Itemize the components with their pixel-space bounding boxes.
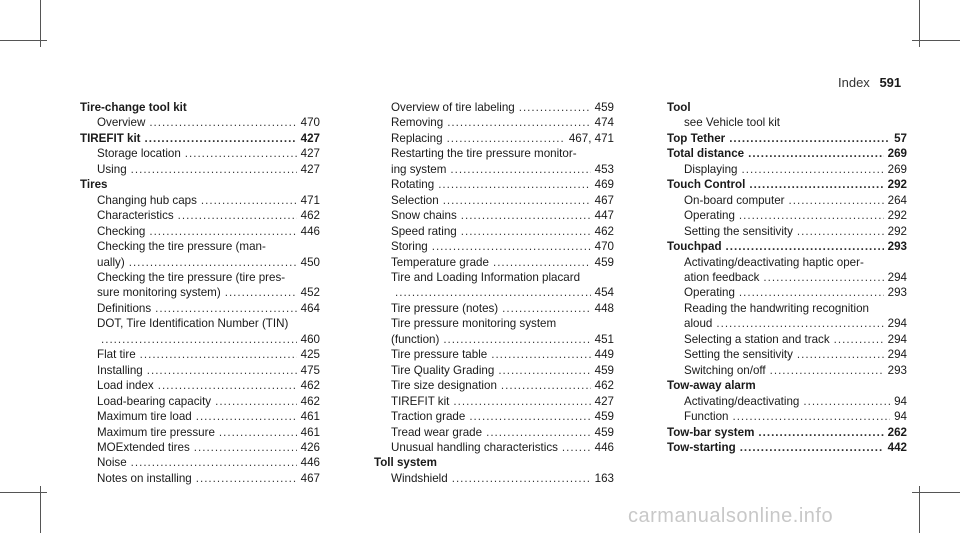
index-subentry: [80, 363, 320, 378]
entry-text: Tire-change tool kit: [80, 101, 187, 114]
dot-leader: [763, 270, 883, 285]
index-subentry: [80, 347, 320, 362]
index-subentry: [667, 270, 907, 285]
index-subentry: [80, 193, 320, 208]
page-reference[interactable]: 293: [887, 363, 907, 377]
page-reference[interactable]: 446: [300, 224, 320, 238]
index-subentry: [80, 471, 320, 486]
index-heading: [667, 440, 907, 455]
watermark: carmanualsonline.info: [628, 505, 834, 527]
crop-mark: [0, 40, 47, 41]
index-subentry: [374, 239, 614, 254]
index-column-3: [667, 100, 907, 455]
index-heading: [667, 378, 907, 393]
page-reference[interactable]: 450: [300, 255, 320, 269]
index-subentry: [667, 316, 907, 331]
dot-leader: [443, 332, 590, 347]
page-reference[interactable]: 293: [887, 240, 907, 254]
index-subentry: [374, 301, 614, 316]
page-reference[interactable]: 464: [300, 301, 320, 315]
index-subentry: [374, 131, 614, 146]
page-reference[interactable]: 294: [887, 317, 907, 331]
index-heading: [80, 177, 320, 192]
entry-text: Storing: [391, 240, 428, 254]
entry-text: Tire Quality Grading: [391, 363, 495, 377]
page-reference[interactable]: 452: [300, 286, 320, 300]
entry-text: Tire pressure table: [391, 348, 488, 362]
entry-text: Operating: [684, 286, 735, 300]
page-reference[interactable]: 469: [594, 178, 614, 192]
index-subentry: [667, 394, 907, 409]
entry-text: Setting the sensitivity: [684, 224, 793, 238]
index-subentry: [374, 115, 614, 130]
dot-leader: [145, 131, 297, 146]
index-heading: [667, 100, 907, 115]
entry-text: Unusual handling characteristics: [391, 440, 558, 454]
dot-leader: [729, 131, 890, 146]
entry-text: Maximum tire load: [97, 410, 192, 424]
page-reference[interactable]: 94: [894, 410, 907, 424]
index-subentry: [80, 239, 320, 254]
dot-leader: [395, 285, 591, 300]
index-column-1: [80, 100, 320, 486]
index-subentry: [80, 378, 320, 393]
index-subentry: [374, 347, 614, 362]
page-reference[interactable]: 451: [594, 332, 614, 346]
index-subentry: [80, 285, 320, 300]
crop-mark: [40, 486, 41, 533]
page-reference[interactable]: 449: [594, 348, 614, 362]
page-reference[interactable]: 459: [594, 101, 614, 114]
index-subentry: [80, 270, 320, 285]
index-subentry: [374, 440, 614, 455]
index-subentry: [667, 332, 907, 347]
entry-text: Tread wear grade: [391, 425, 483, 439]
entry-text: Checking the tire pressure (man-: [97, 240, 266, 254]
dot-leader: [770, 363, 884, 378]
dot-leader: [131, 455, 297, 470]
page-reference[interactable]: 292: [887, 209, 907, 223]
page-reference[interactable]: 442: [887, 440, 907, 454]
dot-leader: [225, 285, 297, 300]
entry-text: Function: [684, 410, 729, 424]
dot-leader: [716, 316, 883, 331]
page-reference[interactable]: 471: [300, 193, 320, 207]
index-subentry: [374, 285, 614, 300]
index-heading: [80, 100, 320, 115]
dot-leader: [219, 425, 297, 440]
index-column-2: [374, 100, 614, 486]
dot-leader: [740, 440, 884, 455]
dot-leader: [452, 471, 591, 486]
entry-text: Tow-starting: [667, 440, 736, 454]
crop-mark: [912, 40, 960, 41]
page-reference[interactable]: 264: [887, 193, 907, 207]
page-reference[interactable]: 269: [887, 162, 907, 176]
dot-leader: [438, 177, 590, 192]
index-subentry: [667, 224, 907, 239]
page-reference[interactable]: 453: [594, 162, 614, 176]
index-subentry: [80, 255, 320, 270]
index-heading: [667, 177, 907, 192]
entry-text: Touchpad: [667, 240, 722, 254]
page-reference[interactable]: 427: [594, 394, 614, 408]
page-reference[interactable]: 462: [300, 394, 320, 408]
entry-text: sure monitoring system): [97, 286, 221, 300]
page-reference[interactable]: 294: [887, 332, 907, 346]
dot-leader: [502, 301, 590, 316]
entry-text: ually): [97, 255, 125, 269]
dot-leader: [447, 115, 590, 130]
entry-text: Displaying: [684, 162, 738, 176]
entry-text: Activating/deactivating haptic oper-: [684, 255, 864, 269]
entry-text: Noise: [97, 456, 127, 470]
index-subentry: [80, 316, 320, 331]
entry-text: Definitions: [97, 301, 152, 315]
entry-text: Setting the sensitivity: [684, 348, 793, 362]
dot-leader: [739, 208, 884, 223]
page-reference[interactable]: 462: [300, 379, 320, 393]
index-subentry: [374, 224, 614, 239]
index-heading: [667, 146, 907, 161]
index-subentry: [374, 146, 614, 161]
dot-leader: [834, 332, 884, 347]
dot-leader: [501, 378, 591, 393]
entry-text: Flat tire: [97, 348, 136, 362]
dot-leader: [486, 425, 591, 440]
dot-leader: [149, 115, 296, 130]
index-subentry: [667, 162, 907, 177]
entry-text: Traction grade: [391, 410, 466, 424]
entry-text: Checking the tire pressure (tire pres-: [97, 270, 286, 284]
page-reference[interactable]: 459: [594, 363, 614, 377]
page-reference[interactable]: 427: [300, 162, 320, 176]
index-subentry: [80, 440, 320, 455]
entry-text: Tire pressure monitoring system: [391, 317, 557, 331]
entry-text: ing system: [391, 162, 447, 176]
page-reference[interactable]: 467, 471: [568, 131, 614, 145]
index-subentry: [667, 363, 907, 378]
entry-text: Touch Control: [667, 178, 746, 192]
entry-text: Tow-away alarm: [667, 379, 756, 393]
dot-leader: [196, 409, 297, 424]
dot-leader: [155, 301, 297, 316]
entry-text: Overview of tire labeling: [391, 101, 515, 114]
crop-mark: [919, 486, 920, 533]
entry-text: Temperature grade: [391, 255, 489, 269]
index-subentry: [80, 455, 320, 470]
index-heading: [80, 131, 320, 146]
index-subentry: [374, 471, 614, 486]
entry-text: Reading the handwriting recognition: [684, 301, 869, 315]
page-reference[interactable]: 462: [594, 379, 614, 393]
dot-leader: [498, 363, 590, 378]
section-title: Index: [838, 75, 870, 90]
index-heading: [667, 239, 907, 254]
entry-text: Notes on installing: [97, 471, 192, 485]
page-reference[interactable]: 461: [300, 410, 320, 424]
crop-mark: [912, 492, 960, 493]
dot-leader: [789, 193, 884, 208]
page-reference[interactable]: 461: [300, 425, 320, 439]
dot-leader: [562, 440, 591, 455]
index-subentry: [667, 208, 907, 223]
entry-text: Characteristics: [97, 209, 174, 223]
index-subentry: [374, 193, 614, 208]
index-subentry: [374, 332, 614, 347]
dot-leader: [140, 347, 297, 362]
page-reference[interactable]: 447: [594, 209, 614, 223]
page-reference[interactable]: 467: [594, 193, 614, 207]
entry-text: Activating/deactivating: [684, 394, 800, 408]
page-reference[interactable]: 294: [887, 348, 907, 362]
index-subentry: [667, 285, 907, 300]
index-subentry: [374, 425, 614, 440]
page-reference[interactable]: 462: [300, 209, 320, 223]
dot-leader: [447, 131, 565, 146]
entry-text: TIREFIT kit: [391, 394, 450, 408]
entry-text: Load index: [97, 379, 154, 393]
dot-leader: [158, 378, 297, 393]
entry-text: Toll system: [374, 456, 437, 470]
page-header: [838, 75, 921, 90]
dot-leader: [129, 255, 297, 270]
index-subentry: [80, 301, 320, 316]
entry-text: Tool: [667, 101, 691, 114]
index-subentry: [80, 425, 320, 440]
entry-text: TIREFIT kit: [80, 131, 141, 145]
page-reference[interactable]: 459: [594, 425, 614, 439]
entry-text: (function): [391, 332, 440, 346]
index-subentry: [374, 363, 614, 378]
entry-text: Selection: [391, 193, 439, 207]
index-subentry: [374, 394, 614, 409]
page-reference[interactable]: 57: [894, 131, 907, 145]
index-subentry: [374, 177, 614, 192]
entry-text: Changing hub caps: [97, 193, 197, 207]
page-reference[interactable]: 459: [594, 410, 614, 424]
dot-leader: [797, 224, 884, 239]
index-subentry: [374, 100, 614, 115]
entry-text: Checking: [97, 224, 146, 238]
dot-leader: [194, 440, 297, 455]
page-reference[interactable]: 470: [594, 240, 614, 254]
index-subentry: [80, 146, 320, 161]
dot-leader: [131, 162, 297, 177]
page-reference[interactable]: 462: [594, 224, 614, 238]
dot-leader: [149, 224, 296, 239]
entry-text: Speed rating: [391, 224, 457, 238]
index-heading: [667, 425, 907, 440]
entry-text: Using: [97, 162, 127, 176]
dot-leader: [469, 409, 590, 424]
index-subentry: [374, 270, 614, 285]
entry-text: MOExtended tires: [97, 440, 190, 454]
dot-leader: [803, 394, 890, 409]
dot-leader: [201, 193, 297, 208]
entry-text: DOT, Tire Identification Number (TIN): [97, 317, 289, 331]
page-reference[interactable]: 454: [594, 286, 614, 300]
page-reference[interactable]: 460: [300, 332, 320, 346]
entry-text: Overview: [97, 116, 146, 130]
entry-text: Maximum tire pressure: [97, 425, 215, 439]
entry-text: Snow chains: [391, 209, 457, 223]
index-subentry: [80, 409, 320, 424]
page-reference[interactable]: 426: [300, 440, 320, 454]
entry-text: Storage location: [97, 147, 181, 161]
page-reference[interactable]: 467: [300, 471, 320, 485]
page-reference[interactable]: 163: [594, 471, 614, 485]
entry-text: Tire and Loading Information placard: [391, 270, 581, 284]
page-reference[interactable]: 446: [594, 440, 614, 454]
dot-leader: [493, 255, 591, 270]
page-reference[interactable]: 475: [300, 363, 320, 377]
page-reference[interactable]: 427: [300, 131, 320, 145]
dot-leader: [215, 394, 297, 409]
index-subentry: [80, 208, 320, 223]
dot-leader: [461, 208, 591, 223]
page-reference[interactable]: 294: [887, 270, 907, 284]
entry-text: Removing: [391, 116, 444, 130]
index-subentry: [374, 255, 614, 270]
index-subentry: [667, 409, 907, 424]
index-subentry: [374, 316, 614, 331]
entry-text: Selecting a station and track: [684, 332, 830, 346]
page-reference[interactable]: 448: [594, 301, 614, 315]
page-reference[interactable]: 262: [887, 425, 907, 439]
dot-leader: [519, 100, 591, 115]
entry-text: Load-bearing capacity: [97, 394, 212, 408]
entry-text: Windshield: [391, 471, 448, 485]
entry-text: Installing: [97, 363, 143, 377]
crop-mark: [0, 492, 47, 493]
dot-leader: [178, 208, 297, 223]
entry-text: Tow-bar system: [667, 425, 755, 439]
index-subentry: [667, 115, 907, 130]
index-subentry: [667, 347, 907, 362]
dot-leader: [185, 146, 297, 161]
page-reference[interactable]: 425: [300, 348, 320, 362]
page-reference[interactable]: 427: [300, 147, 320, 161]
entry-text: see Vehicle tool kit: [684, 116, 781, 130]
page-reference[interactable]: 446: [300, 456, 320, 470]
entry-text: Replacing: [391, 131, 443, 145]
page-reference[interactable]: 293: [887, 286, 907, 300]
entry-text: Operating: [684, 209, 735, 223]
dot-leader: [453, 394, 590, 409]
index-subentry: [80, 332, 320, 347]
page-reference[interactable]: 470: [300, 116, 320, 130]
index-subentry: [667, 301, 907, 316]
dot-leader: [749, 177, 883, 192]
index-subentry: [80, 115, 320, 130]
index-subentry: [80, 224, 320, 239]
index-subentry: [80, 162, 320, 177]
entry-text: Tire pressure (notes): [391, 301, 499, 315]
dot-leader: [732, 409, 890, 424]
index-heading: [374, 455, 614, 470]
dot-leader: [726, 239, 884, 254]
entry-text: Restarting the tire pressure monitor-: [391, 147, 577, 161]
page-reference[interactable]: 94: [894, 394, 907, 408]
page-reference[interactable]: 459: [594, 255, 614, 269]
page-reference[interactable]: 292: [887, 224, 907, 238]
entry-text: On-board computer: [684, 193, 785, 207]
index-subentry: [667, 193, 907, 208]
index-subentry: [374, 409, 614, 424]
dot-leader: [461, 224, 591, 239]
dot-leader: [739, 285, 884, 300]
entry-text: Top Tether: [667, 131, 726, 145]
dot-leader: [443, 193, 591, 208]
dot-leader: [196, 471, 297, 486]
index-subentry: [667, 255, 907, 270]
page-reference[interactable]: 269: [887, 147, 907, 161]
dot-leader: [432, 239, 591, 254]
entry-text: Tire size designation: [391, 379, 497, 393]
entry-text: aloud: [684, 317, 713, 331]
entry-text: ation feedback: [684, 270, 760, 284]
index-heading: [667, 131, 907, 146]
entry-text: Switching on/off: [684, 363, 766, 377]
page-number: 591: [879, 75, 902, 90]
entry-text: Tires: [80, 178, 108, 192]
page-reference[interactable]: 474: [594, 116, 614, 130]
dot-leader: [450, 162, 590, 177]
dot-leader: [748, 146, 884, 161]
index-subentry: [374, 208, 614, 223]
dot-leader: [101, 332, 297, 347]
dot-leader: [797, 347, 884, 362]
dot-leader: [491, 347, 590, 362]
dot-leader: [742, 162, 884, 177]
index-subentry: [80, 394, 320, 409]
entry-text: Total distance: [667, 147, 745, 161]
index-subentry: [374, 378, 614, 393]
page-reference[interactable]: 292: [887, 178, 907, 192]
entry-text: Rotating: [391, 178, 435, 192]
dot-leader: [147, 363, 297, 378]
dot-leader: [758, 425, 883, 440]
index-subentry: [374, 162, 614, 177]
